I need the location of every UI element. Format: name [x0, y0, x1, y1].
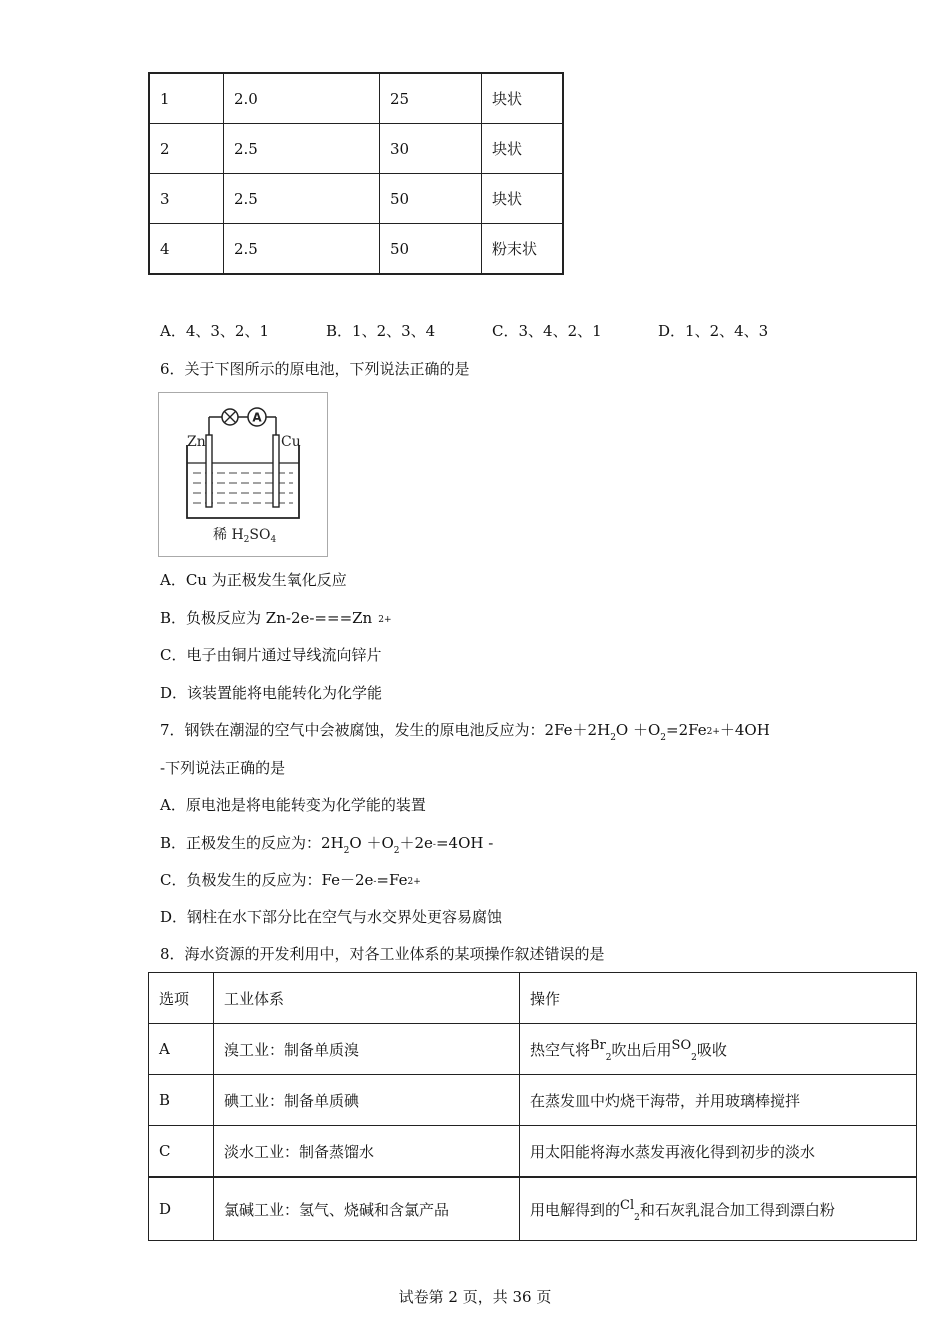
- q6-option-c: C．电子由铜片通过导线流向锌片: [160, 646, 382, 664]
- row-industry: 氯碱工业：氢气、烧碱和含氯产品: [214, 1177, 520, 1241]
- q6-stem: 6．关于下图所示的原电池，下列说法正确的是: [160, 360, 470, 378]
- table-cell: 2.5: [224, 124, 380, 174]
- row-option: D: [149, 1177, 214, 1241]
- q5-options: [160, 321, 768, 341]
- table-cell: 25: [380, 73, 482, 124]
- q7-option-d: D．钢柱在水下部分比在空气与水交界处更容易腐蚀: [160, 908, 503, 926]
- table-cell: 2.0: [224, 73, 380, 124]
- zn-label: Zn: [187, 434, 206, 450]
- table-cell: 4: [149, 224, 224, 275]
- table-header-row: [149, 973, 917, 1024]
- row-operation: 在蒸发皿中灼烧干海带，并用玻璃棒搅拌: [520, 1075, 917, 1126]
- table-row: [149, 73, 563, 124]
- table-row: [149, 1024, 917, 1075]
- q7-option-a: A．原电池是将电能转变为化学能的装置: [160, 796, 426, 814]
- table-cell: 1: [149, 73, 224, 124]
- table-cell: 50: [380, 174, 482, 224]
- q7-option-b: B．正极发生的反应为：$2H_2O +O_2+2e-=4OH$ -: [160, 834, 494, 856]
- table-cell: 块状: [482, 174, 564, 224]
- q7-option-c: C．负极发生的反应为：Fe－2e-=Fe2+: [160, 871, 421, 889]
- q6-option-b: B．负极反应为 Zn-2e-===Zn 2+: [160, 609, 392, 627]
- table-row: [149, 174, 563, 224]
- table-row: [149, 1177, 917, 1241]
- header-option: 选项: [149, 973, 214, 1024]
- table-cell: 块状: [482, 124, 564, 174]
- galvanic-cell-figure: [158, 392, 328, 557]
- row-option: A: [149, 1024, 214, 1075]
- solution-label: 稀 $H_2SO_4$: [213, 527, 277, 545]
- q6-option-a: A．Cu 为正极发生氧化反应: [160, 571, 347, 589]
- table-row: [149, 1075, 917, 1126]
- table-cell: 2.5: [224, 174, 380, 224]
- row-industry: 淡水工业：制备蒸馏水: [214, 1126, 520, 1178]
- svg-text:A: A: [252, 410, 262, 425]
- q5-option-b: B．1、2、3、4: [326, 322, 436, 340]
- experiment-table: [148, 72, 564, 275]
- row-option: C: [149, 1126, 214, 1178]
- row-operation: 用电解得到的$Cl_2$和石灰乳混合加工得到漂白粉: [520, 1177, 917, 1241]
- industry-table: [148, 972, 917, 1241]
- table-cell: 块状: [482, 73, 564, 124]
- table-cell: 30: [380, 124, 482, 174]
- table-cell: 2.5: [224, 224, 380, 275]
- header-operation: 操作: [520, 973, 917, 1024]
- header-industry: 工业体系: [214, 973, 520, 1024]
- table-row: [149, 1126, 917, 1178]
- row-industry: 溴工业：制备单质溴: [214, 1024, 520, 1075]
- table-cell: 50: [380, 224, 482, 275]
- cu-label: Cu: [281, 434, 301, 450]
- q6-option-d: D．该装置能将电能转化为化学能: [160, 684, 383, 702]
- table-row: [149, 124, 563, 174]
- row-operation: 用太阳能将海水蒸发再液化得到初步的淡水: [520, 1126, 917, 1178]
- galvanic-cell-diagram: [159, 393, 327, 556]
- table-cell: 3: [149, 174, 224, 224]
- table-cell: 粉末状: [482, 224, 564, 275]
- q7-stem: 7．钢铁在潮湿的空气中会被腐蚀，发生的原电池反应为：$2Fe+2H_2O +O_2=2Fe2++4OH$: [160, 721, 770, 743]
- cu-electrode: [273, 435, 279, 507]
- q5-option-d: D．1、2、4、3: [658, 322, 769, 340]
- q5-option-c: C．3、4、2、1: [492, 322, 602, 340]
- q8-stem: 8．海水资源的开发利用中，对各工业体系的某项操作叙述错误的是: [160, 945, 605, 963]
- page-footer: 试卷第 2 页，共 36 页: [398, 1288, 552, 1306]
- table-row: [149, 224, 563, 275]
- row-operation: 热空气将$Br_2$吹出后用$SO_2$吸收: [520, 1024, 917, 1075]
- q5-option-a: A．4、3、2、1: [160, 322, 270, 340]
- zn-electrode: [206, 435, 212, 507]
- q7-stem-line2: -下列说法正确的是: [160, 759, 286, 777]
- table-cell: 2: [149, 124, 224, 174]
- row-industry: 碘工业：制备单质碘: [214, 1075, 520, 1126]
- row-option: B: [149, 1075, 214, 1126]
